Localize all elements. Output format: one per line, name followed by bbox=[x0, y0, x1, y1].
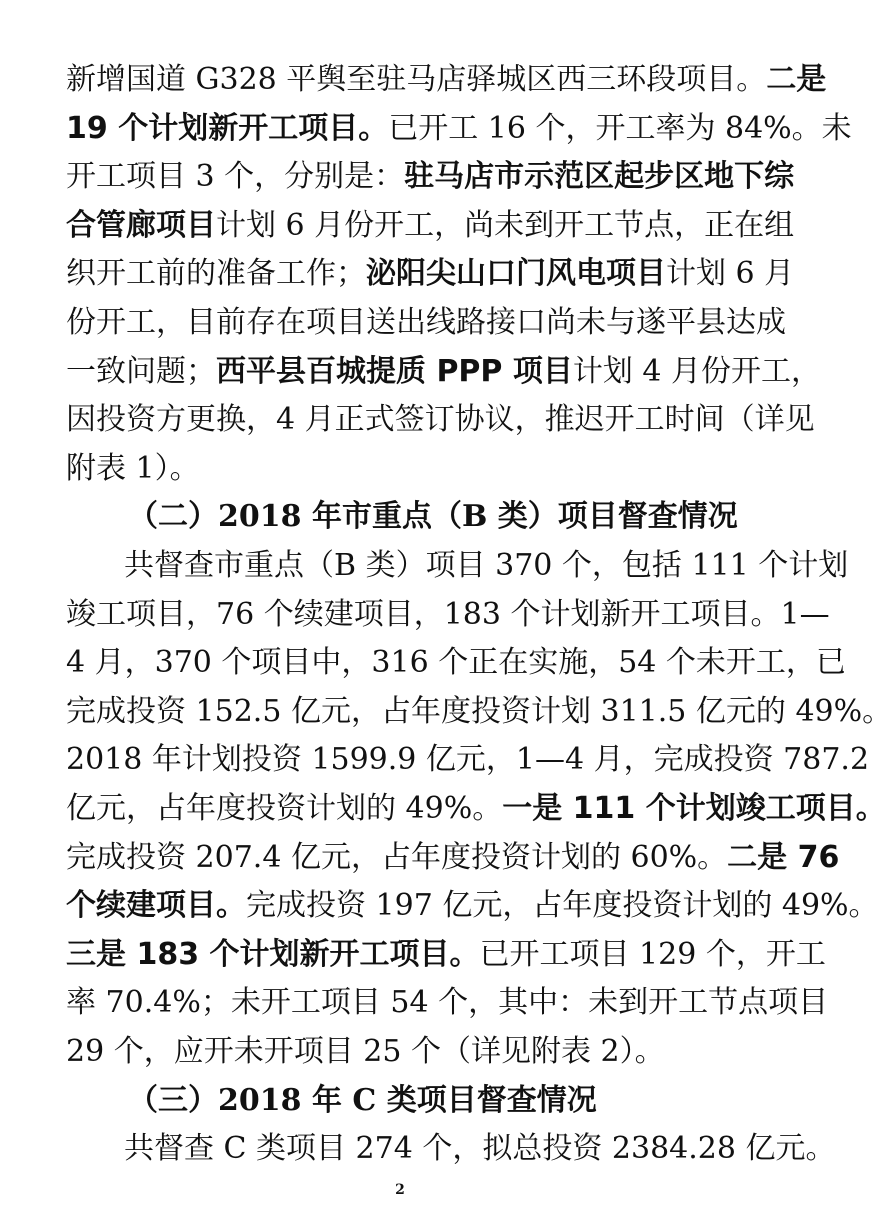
text-line-17: 完成投资 207.4 亿元，占年度投资计划的 60%。二是 76 bbox=[66, 840, 840, 875]
text-line-2: 19 个计划新开工项目。已开工 16 个，开工率为 84%。未 bbox=[66, 111, 852, 146]
text-line-12: 竣工项目，76 个续建项目，183 个计划新开工项目。1— bbox=[66, 597, 830, 632]
text-line-23: 共督查 C 类项目 274 个，拟总投资 2384.28 亿元。 bbox=[124, 1131, 836, 1166]
section-heading-3: （三）2018 年 C 类项目督查情况 bbox=[128, 1083, 597, 1118]
text-line-20: 率 70.4%；未开工项目 54 个，其中：未到开工节点项目 bbox=[66, 985, 829, 1020]
text-line-19: 三是 183 个计划新开工项目。已开工项目 129 个，开工 bbox=[66, 937, 826, 972]
text-line-18: 个续建项目。完成投资 197 亿元，占年度投资计划的 49%。 bbox=[66, 888, 879, 923]
text-line-5: 织开工前的准备工作；泌阳尖山口门风电项目计划 6 月 bbox=[66, 256, 795, 291]
text-line-16: 亿元，占年度投资计划的 49%。一是 111 个计划竣工项目。 bbox=[66, 791, 886, 826]
text-line-11: 共督查市重点（B 类）项目 370 个，包括 111 个计划 bbox=[124, 548, 849, 583]
section-heading-2: （二）2018 年市重点（B 类）项目督查情况 bbox=[128, 499, 738, 534]
text-line-9: 附表 1）。 bbox=[66, 451, 200, 486]
text-line-8: 因投资方更换，4 月正式签订协议，推迟开工时间（详见 bbox=[66, 402, 815, 437]
text-line-7: 一致问题；西平县百城提质 PPP 项目计划 4 月份开工， bbox=[66, 354, 822, 389]
page-number: 2 bbox=[395, 1182, 405, 1198]
text-line-6: 份开工，目前存在项目送出线路接口尚未与遂平县达成 bbox=[66, 305, 786, 340]
text-line-1: 新增国道 G328 平舆至驻马店驿城区西三环段项目。二是 bbox=[66, 62, 827, 97]
text-line-13: 4 月，370 个项目中，316 个正在实施，54 个未开工，已 bbox=[66, 645, 846, 680]
text-line-14: 完成投资 152.5 亿元，占年度投资计划 311.5 亿元的 49%。 bbox=[66, 694, 892, 729]
text-line-3: 开工项目 3 个，分别是：驻马店市示范区起步区地下综 bbox=[66, 159, 795, 194]
text-line-15: 2018 年计划投资 1599.9 亿元，1—4 月，完成投资 787.2 bbox=[66, 742, 870, 777]
text-line-21: 29 个，应开未开项目 25 个（详见附表 2）。 bbox=[66, 1034, 665, 1069]
text-line-4: 合管廊项目计划 6 月份开工，尚未到开工节点，正在组 bbox=[66, 208, 795, 243]
